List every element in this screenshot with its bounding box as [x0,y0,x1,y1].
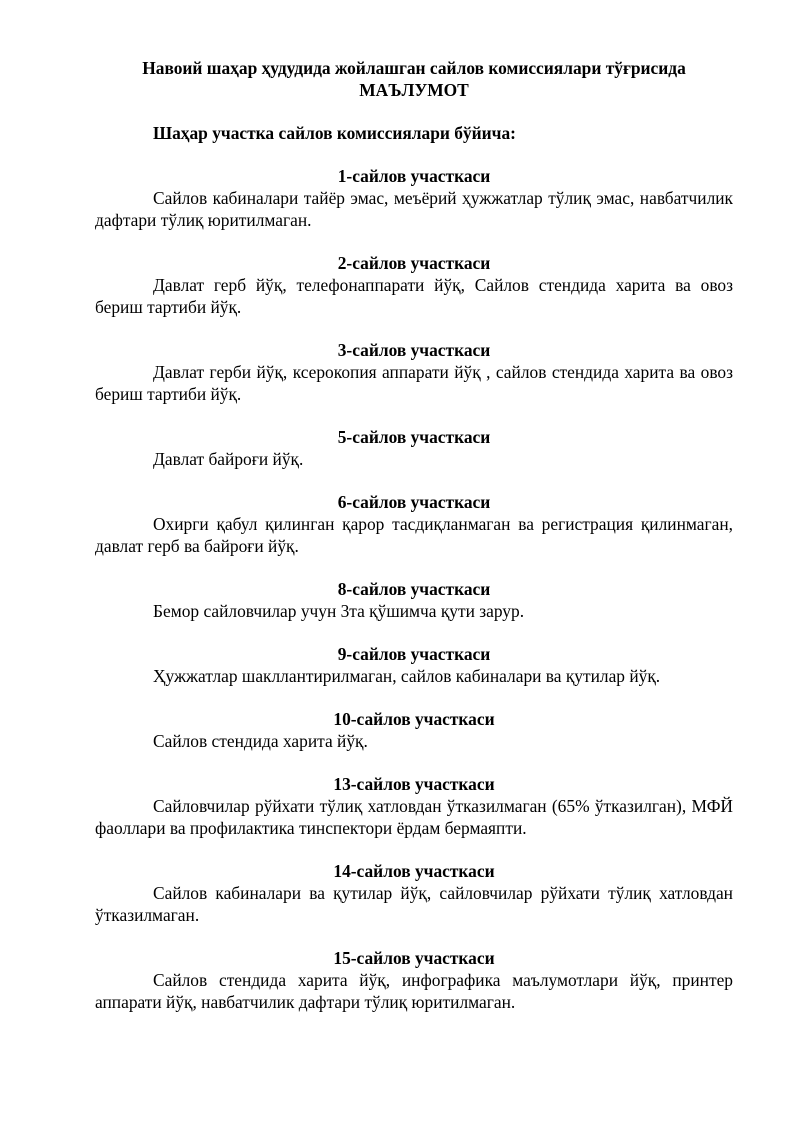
station-section [95,426,733,470]
section-heading: Шаҳар участка сайлов комиссиялари бўйича: [153,123,516,143]
document-title-line1: Навоий шаҳар ҳудудида жойлашган сайлов комиссиялари тўғрисида [142,58,686,78]
station-section [95,491,733,557]
station-text: Давлат байроғи йўқ. [153,449,304,469]
station-section [95,773,733,839]
station-title: 13-сайлов участкаси [333,774,495,794]
station-text: Сайлов стендида харита йўқ. [153,731,368,751]
document-title-line2: МАЪЛУМОТ [359,80,469,100]
station-title: 14-сайлов участкаси [333,861,495,881]
station-text: Давлат герб йўқ, телефонаппарати йўқ, Сайлов стендида харита ва овоз бериш тартиби йўқ. [95,275,733,317]
station-title: 15-сайлов участкаси [333,948,495,968]
station-title: 3-сайлов участкаси [337,340,491,360]
station-title: 10-сайлов участкаси [333,709,495,729]
station-section [95,252,733,318]
station-title: 5-сайлов участкаси [337,427,491,447]
station-section [95,578,733,622]
station-section [95,339,733,405]
station-text: Сайлов стендида харита йўқ, инфографика маълумотлари йўқ, принтер аппарати йўқ, навбатчилик дафтари тўлиқ юритилмаган. [95,970,733,1012]
station-section [95,947,733,1013]
station-title: 9-сайлов участкаси [337,644,491,664]
station-text: Давлат герби йўқ, ксерокопия аппарати йўқ , сайлов стендида харита ва овоз бериш тартиби йўқ. [95,362,733,404]
station-section [95,860,733,926]
station-title: 2-сайлов участкаси [337,253,491,273]
station-text: Охирги қабул қилинган қарор тасдиқланмаган ва регистрация қилинмаган, давлат герб ва байроғи йўқ. [95,514,733,556]
station-section [95,708,733,752]
station-title: 6-сайлов участкаси [337,492,491,512]
station-section [95,165,733,231]
station-text: Сайлов кабиналари ва қутилар йўқ, сайловчилар рўйхати тўлиқ хатловдан ўтказилмаган. [95,883,733,925]
document-page [95,57,733,1013]
station-text: Ҳужжатлар шакллантирилмаган, сайлов кабиналари ва қутилар йўқ. [153,666,661,686]
station-title: 8-сайлов участкаси [337,579,491,599]
station-text: Бемор сайловчилар учун 3та қўшимча қути зарур. [153,601,525,621]
station-text: Сайлов кабиналари тайёр эмас, меъёрий ҳужжатлар тўлиқ эмас, навбатчилик дафтари тўлиқ юритилмаган. [95,188,733,230]
station-section [95,643,733,687]
station-title: 1-сайлов участкаси [337,166,491,186]
station-text: Сайловчилар рўйхати тўлиқ хатловдан ўтказилмаган (65% ўтказилган), МФЙ фаоллари ва профилактика тинспектори ёрдам бермаяпти. [95,796,733,838]
